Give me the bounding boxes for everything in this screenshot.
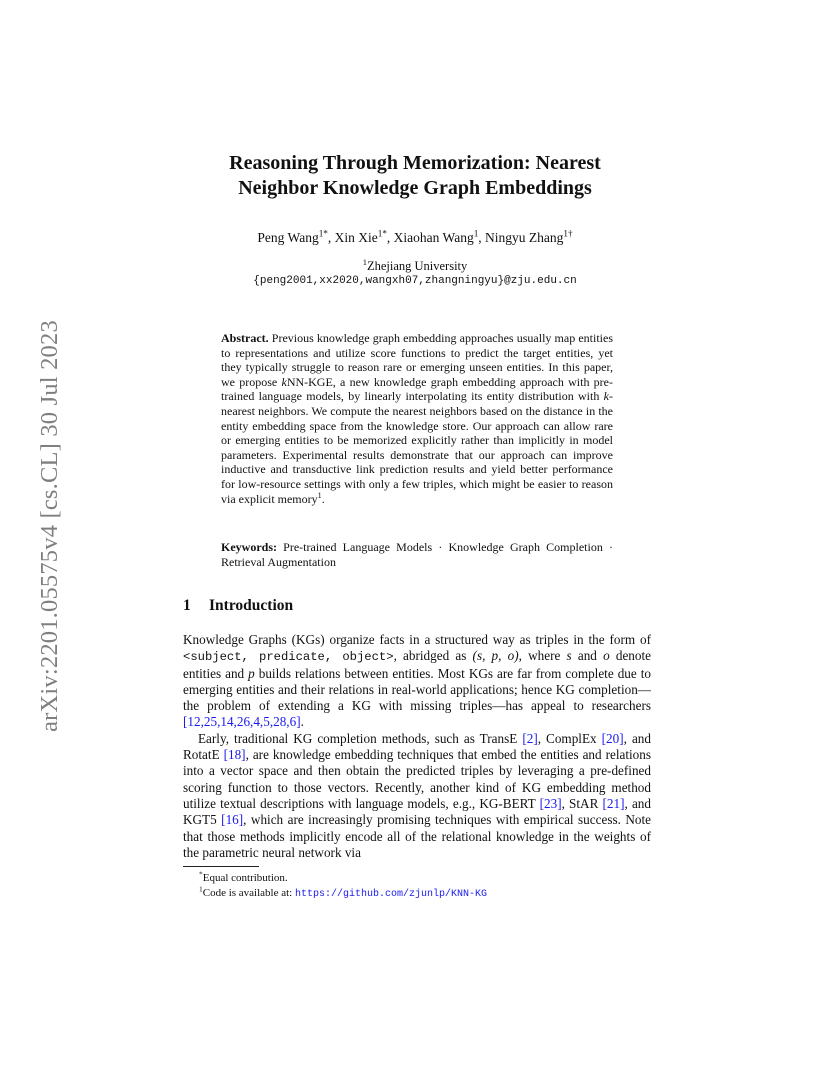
footnote-text: Code is available at: — [202, 886, 295, 899]
math-p: p — [248, 665, 255, 681]
author-mark: 1* — [377, 228, 387, 239]
abstract-text: -nearest neighbors. We compute the nearest neighbors based on the distance in the entity embedding space from the knowledge store. Our approach can allow rare or emerging entities to be memorized explicitly rather than implicitly in model parameters. Experimental results demonstrate that our approach can improve inductive and transductive link prediction results and yield better performance for low-resource settings with only a few triples, which might be easier to reason via explicit memory — [221, 389, 613, 506]
keywords-label: Keywords: — [221, 540, 277, 554]
footnote — [199, 871, 649, 886]
footnote-rule — [183, 866, 259, 867]
text: , and KGT5 — [183, 795, 651, 828]
section-body — [183, 632, 651, 861]
citation-link[interactable]: [2] — [522, 730, 538, 746]
math-o: o — [603, 648, 610, 664]
text: builds relations between entities. Most KGs are far from complete due to emerging entities and their relations in real-world applications; hence KG completion—the problem of extending a KG with missing triples—has appeal to researchers — [183, 665, 651, 714]
footnotes — [199, 871, 649, 902]
keywords-text: Pre-trained Language Models · Knowledge Graph Completion · Retrieval Augmentation — [221, 540, 613, 569]
text: , which are increasingly promising techniques with empirical success. Note that those methods implicitly encode all of the relational knowledge in the weights of the parametric neural network via — [183, 812, 651, 860]
title-line-2: Neighbor Knowledge Graph Embeddings — [238, 177, 592, 199]
math-s: s — [566, 648, 572, 664]
section-title: Introduction — [209, 597, 294, 614]
affiliation-name: Zhejiang University — [366, 259, 468, 273]
section-number: 1 — [183, 597, 191, 614]
author-mark: 1* — [318, 228, 328, 239]
paragraph — [183, 731, 651, 861]
footnote-ref[interactable]: 1 — [317, 490, 322, 500]
text: , ComplEx — [537, 730, 602, 746]
author-name: Xiaohan Wang — [393, 230, 474, 245]
citation-link[interactable]: [21] — [602, 795, 625, 811]
inline-code: <subject, predicate, object> — [183, 650, 394, 665]
footnote-mark: 1 — [199, 883, 203, 893]
math-k: k — [281, 374, 287, 389]
abstract-text: Previous knowledge graph embedding approaches usually map entities to representations and utilize score functions to predict the target entities, yet they typically struggle to reason rare or emerging unseen entities. In this paper, we propose — [221, 331, 613, 389]
text: , StAR — [561, 795, 603, 811]
keywords — [221, 540, 613, 569]
citation-link[interactable]: [20] — [601, 730, 624, 746]
citation-link[interactable]: [16] — [221, 812, 244, 828]
author-name: Ningyu Zhang — [485, 230, 564, 245]
author-name: Xin Xie — [334, 230, 378, 245]
text: and — [571, 648, 604, 664]
author-mark: 1† — [563, 228, 573, 239]
abstract-text: NN-KGE, a new knowledge graph embedding approach with pre-trained language models, by linearly interpolating its entity distribution with — [221, 374, 614, 404]
text: . — [300, 714, 304, 730]
abstract-end: . — [321, 491, 325, 506]
author-emails: {peng2001,xx2020,wangxh07,zhangningyu}@zju.edu.cn — [253, 275, 577, 287]
text: , where — [518, 648, 567, 664]
author-list: Peng Wang$^{1*}$, Xin Xie$^{1*}$, Xiaohan Wang$^1$, Ningyu Zhang$^{1\dagger}$ — [257, 228, 573, 245]
abstract-label: Abstract. — [221, 331, 269, 345]
footnote-text: Equal contribution. — [202, 872, 288, 884]
text: , and RotatE — [183, 730, 651, 763]
arxiv-stamp-text: arXiv:2201.05575v4 [cs.CL] 30 Jul 2023 — [36, 319, 63, 732]
arxiv-stamp — [20, 298, 80, 753]
code-link[interactable]: https://github.com/zjunlp/KNN-KG — [294, 888, 488, 900]
section-heading — [183, 597, 293, 615]
text: , abridged as — [393, 648, 473, 664]
text: Knowledge Graphs (KGs) organize facts in a structured way as triples in the form of — [183, 632, 651, 647]
math-triple: (s, p, o) — [472, 648, 519, 664]
citation-link[interactable]: [23] — [539, 795, 562, 811]
paper-title — [150, 151, 680, 201]
text: denote entities and — [183, 648, 652, 681]
text: , are knowledge embedding techniques that embed the entities and relations into a vector space and then obtain the predicted triples by leveraging a pre-defined scoring function to those vectors. Recently, another kind of KG embedding method utilize textual descriptions with language models, e.g., KG-BERT — [183, 747, 651, 811]
abstract — [221, 331, 613, 506]
affiliation — [150, 256, 680, 289]
author-name: Peng Wang — [257, 230, 319, 245]
affiliation-mark: 1 — [362, 256, 367, 267]
citation-link[interactable]: [18] — [223, 747, 246, 763]
title-line-1: Reasoning Through Memorization: Nearest — [229, 152, 601, 174]
citation-link[interactable]: [12,25,14,26,4,5,28,6] — [183, 714, 301, 730]
math-k: k — [603, 389, 609, 404]
paragraph — [183, 632, 651, 731]
author-mark: 1 — [473, 228, 479, 239]
footnote — [199, 883, 649, 903]
text: Early, traditional KG completion methods, such as TransE — [198, 730, 523, 746]
footnote-mark: * — [199, 869, 203, 879]
